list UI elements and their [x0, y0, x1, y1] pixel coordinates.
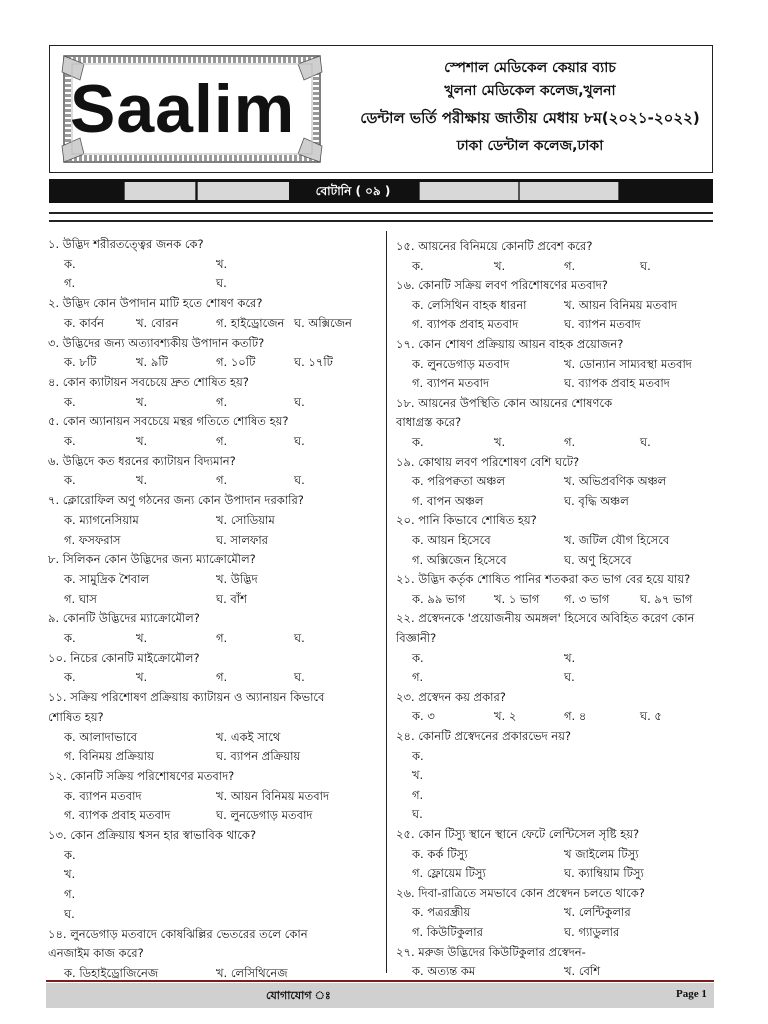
answer-option: ক. ৮টি	[64, 355, 97, 370]
question-text: ৬. উদ্ভিদে কত ধরনের ক্যাটায়ন বিদ্যমান?	[48, 453, 236, 468]
answer-option: ক. ৯৯ ভাগ	[412, 591, 466, 606]
answer-option: খ. ডোন্যান সাম্যবস্থা মতবাদ	[564, 356, 692, 371]
answer-option: গ.	[216, 434, 228, 448]
answer-option: ঘ. অক্সিজেন	[294, 315, 352, 330]
answer-option: গ. ১০টি	[216, 355, 256, 370]
answer-option: ক.	[412, 258, 424, 273]
footer-bar	[46, 983, 714, 1008]
answer-option: ক. কার্বন	[64, 315, 105, 330]
answer-option: গ.	[564, 258, 576, 273]
question-text: ১১. সক্রিয় পরিশোষণ প্রক্রিয়ায় ক্যাটায়ন ও অ্যানায়ন কিভাবে	[48, 690, 325, 705]
answer-option: ক.	[412, 435, 424, 449]
footer-line	[46, 980, 714, 982]
answer-option: গ.	[216, 473, 228, 488]
header-line-3: ডেন্টাল ভর্তি পরীক্ষায় জাতীয় মেধায় ৮ম(২০২১-২০২২)	[360, 109, 700, 127]
question-text: ৯. কোনটি উদ্ভিদের ম্যাক্রোমৌল?	[48, 611, 200, 626]
answer-option: গ. ৩ ভাগ	[564, 591, 610, 606]
question-text: ২০. পানি কিভাবে শোষিত হয়?	[396, 513, 537, 528]
answer-option: ঘ.	[294, 394, 305, 409]
answer-option: খ.	[136, 394, 148, 409]
answer-option: খ. ২	[494, 709, 517, 724]
answer-option: গ. ঘাস	[64, 591, 97, 606]
answer-option: খ.	[564, 650, 576, 665]
column-divider	[386, 231, 387, 973]
question-text: ১৫. আয়নের বিনিময়ে কোনটি প্রবেশ করে?	[396, 239, 593, 253]
answer-option: খ. লেন্টিকুলার	[564, 905, 631, 920]
divider-rule	[49, 212, 713, 214]
section-band	[49, 179, 713, 203]
answer-option: গ.	[412, 787, 424, 802]
question-text: ২৫. কোন টিস্যু স্থানে স্থানে ফেটে লেন্টিসেল সৃষ্টি হয়?	[396, 827, 640, 841]
question-text: এনজাইম কাজ করে?	[48, 946, 144, 961]
answer-option: ঘ. ব্যাপন মতবাদ	[564, 317, 641, 332]
question-text: ২১. উদ্ভিদ কর্তৃক শোষিত পানির শতকরা কত ভাগ বের হয়ে যায়?	[396, 572, 691, 587]
answer-option: খ.	[136, 631, 148, 645]
question-text: ৭. ক্লোরোফিল অণু গঠনের জন্য কোন উপাদান দরকারি?	[48, 493, 304, 508]
question-text: ২৩. প্রস্বেদন কয় প্রকার?	[396, 689, 506, 704]
answer-option: গ. ব্যাপন মতবাদ	[412, 376, 490, 391]
answer-option: ঘ.	[294, 473, 305, 488]
answer-option: গ. কিউটিকুলার	[412, 925, 483, 939]
answer-option: ঘ. ১৭টি	[294, 355, 333, 370]
answer-option: ঘ. ব্যাপক প্রবাহ মতবাদ	[564, 376, 670, 391]
answer-option: ক.	[64, 394, 76, 409]
answer-option: খ. জটিল যৌগ হিসেবে	[564, 533, 670, 547]
answer-option: ক. লুনডেগাড় মতবাদ	[412, 356, 510, 371]
question-text: ২৭. মরুজ উদ্ভিদের কিউটিকুলার প্রস্বেদন-	[396, 944, 586, 959]
answer-option: ক. সামুদ্রিক শৈবাল	[64, 571, 150, 586]
question-text: ৮. সিলিকন কোন উদ্ভিদের জন্য ম্যাক্রোমৌল?	[48, 552, 256, 567]
answer-option: ক.	[412, 650, 424, 665]
answer-option: খ.	[494, 435, 506, 449]
header-line-1: স্পেশাল মেডিকেল কেয়ার ব্যাচ	[444, 60, 616, 76]
answer-option: গ. বাপন অঞ্চল	[412, 493, 484, 508]
answer-option: খ.	[64, 867, 76, 882]
answer-option: খ. ১ ভাগ	[494, 591, 540, 606]
answer-option: ঘ. ৯৭ ভাগ	[640, 591, 693, 606]
answer-option: ক.	[64, 434, 76, 448]
answer-option: গ. ব্যাপক প্রবাহ মতবাদ	[64, 808, 171, 823]
question-text: ১০. নিচের কোনটি মাইক্রোমৌল?	[48, 650, 200, 665]
answer-option: ক. পত্ররন্ধ্রীয়	[412, 905, 471, 920]
answer-option: ঘ.	[294, 434, 305, 448]
answer-option: ঘ. বাঁশ	[216, 591, 247, 606]
answer-option: গ.	[412, 670, 424, 685]
question-text: ২. উদ্ভিদ কোন উপাদান মাটি হতে শোষণ করে?	[48, 296, 263, 311]
header-line-2: খুলনা মেডিকেল কলেজ,খুলনা	[444, 83, 616, 99]
band-segment	[519, 182, 619, 200]
answer-option: খ.	[494, 258, 506, 273]
question-text: ১৩. কোন প্রক্রিয়ায় শ্বসন হার স্বাভাবিক থাকে?	[48, 828, 257, 842]
answer-option: গ. ৪	[564, 709, 587, 724]
answer-option: খ. লেসিথিনেজ	[216, 965, 288, 980]
question-text: শোষিত হয়?	[48, 709, 104, 724]
answer-option: ঘ.	[64, 906, 75, 921]
answer-option: খ. বেশি	[564, 964, 601, 979]
logo: Saalim	[70, 71, 296, 147]
answer-option: ক. লেসিথিন বাহক ধারনা	[412, 297, 527, 312]
answer-option: ক.	[64, 847, 76, 862]
question-text: ১৮. আয়নের উপস্থিতি কোন আয়নের শোষণকে	[396, 395, 613, 410]
answer-option: ঘ.	[216, 276, 227, 291]
answer-option: খ. সোডিয়াম	[216, 512, 275, 527]
question-text: বিজ্ঞানী?	[396, 631, 437, 645]
answer-option: খ জাইলেম টিস্যু	[564, 846, 639, 861]
question-text: ৫. কোন অ্যানায়ন সবচেয়ে মন্থর গতিতে শোষিত হয়?	[48, 414, 289, 429]
question-text: ১. উদ্ভিদ শরীরতত্ত্বের জনক কে?	[48, 237, 204, 251]
question-text: ১৯. কোথায় লবণ পরিশোষণ বেশি ঘটে?	[396, 454, 580, 469]
answer-option: ঘ. ৫	[640, 709, 662, 724]
answer-option: খ. একই সাথে	[216, 729, 281, 744]
footer-contact-label: যোগাযোগ ঃ	[266, 989, 331, 1002]
question-text: ২৬. দিবা-রাত্রিতে সমভাবে কোন প্রস্বেদন চলতে থাকে?	[396, 885, 645, 900]
answer-option: ক. কর্ক টিস্যু	[412, 846, 468, 861]
answer-option: খ.	[216, 256, 228, 271]
answer-option: ঘ.	[564, 670, 575, 685]
answer-option: ঘ. বৃদ্ধি অঞ্চল	[564, 493, 629, 508]
question-text: বাধাগ্রস্ত করে?	[396, 415, 462, 430]
page-number: Page 1	[676, 988, 707, 1000]
answer-option: ঘ. ক্যাম্বিয়াম টিস্যু	[564, 866, 644, 881]
band-segment	[419, 182, 519, 200]
answer-option: গ.	[564, 435, 576, 449]
question-text: ২৪. কোনটি প্রস্বেদনের প্রকারভেদ নয়?	[396, 729, 572, 743]
header-line-4: ঢাকা ডেন্টাল কলেজ,ঢাকা	[456, 138, 604, 154]
answer-option: খ. আয়ন বিনিময় মতবাদ	[564, 297, 678, 312]
answer-option: ঘ. অণু হিসেবে	[564, 552, 632, 567]
answer-option: খ.	[412, 768, 424, 783]
answer-option: ক.	[64, 631, 76, 645]
answer-option: ক. ব্যাপন মতবাদ	[64, 788, 142, 803]
answer-option: ঘ.	[294, 631, 305, 645]
answer-option: ক. অত্যন্ত কম	[412, 964, 476, 979]
section-title: বোটানি ( ০৯ )	[289, 182, 417, 200]
answer-option: গ.	[216, 631, 228, 645]
answer-option: খ. আয়ন বিনিময় মতবাদ	[216, 788, 330, 803]
answer-option: খ. অভিপ্রবণিক অঞ্চল	[564, 474, 667, 489]
question-text: ৪. কোন ক্যাটায়ন সবচেয়ে দ্রুত শোষিত হয়?	[48, 374, 249, 389]
answer-option: ঘ.	[412, 807, 423, 822]
answer-option: গ. হাইড্রোজেন	[216, 315, 285, 330]
answer-option: ক. আয়ন হিসেবে	[412, 533, 491, 547]
answer-option: ক. পরিপক্বতা অঞ্চল	[412, 474, 506, 489]
answer-option: খ. উদ্ভিদ	[216, 571, 258, 586]
answer-option: ঘ. সালফার	[216, 532, 268, 547]
band-segment	[197, 182, 291, 200]
question-text: ২২. প্রস্বেদনকে 'প্রয়োজনীয় অমঙ্গল' হিসেবে অবিহিত করেণ কোন	[396, 611, 695, 626]
answer-option: ক.	[412, 748, 424, 763]
answer-option: খ.	[136, 670, 148, 685]
answer-option: ঘ.	[640, 435, 651, 449]
answer-option: ক. আলাদাভাবে	[64, 729, 137, 744]
band-segment	[124, 182, 196, 200]
answer-option: ঘ. ব্যাপন প্রক্রিয়ায়	[216, 749, 301, 764]
answer-option: খ. ৯টি	[136, 355, 168, 370]
answer-option: খ. বোরন	[136, 315, 179, 330]
answer-option: ঘ.	[294, 670, 305, 685]
answer-option: ক. ম্যাগনেসিয়াম	[64, 512, 139, 527]
answer-option: ক.	[64, 256, 76, 271]
answer-option: ঘ. গ্যাডুলার	[564, 925, 620, 939]
answer-option: গ.	[64, 887, 76, 902]
question-text: ১৭. কোন শোষণ প্রক্রিয়ায় আয়ন বাহক প্রয়োজন?	[396, 337, 624, 351]
answer-option: ক. ৩	[412, 709, 435, 724]
divider-rule	[49, 220, 713, 222]
question-text: ১৪. লুনডেগাড় মতবাদে কোষঝিল্লির ভেতরের তলে কোন	[48, 926, 308, 941]
answer-option: গ.	[216, 394, 228, 409]
answer-option: ক.	[64, 670, 76, 685]
answer-option: খ.	[136, 473, 148, 488]
header-box	[49, 45, 713, 173]
answer-option: ক. ডিহাইড্রোজিনেজ	[64, 965, 159, 980]
answer-option: গ.	[216, 670, 228, 685]
answer-option: গ. ফ্লোয়েম টিস্যু	[412, 866, 486, 881]
answer-option: গ. ফসফরাস	[64, 532, 121, 547]
answer-option: ক.	[64, 473, 76, 488]
question-text: ৩. উদ্ভিদের জন্য অত্যাবশ্যকীয় উপাদান কতটি?	[48, 335, 265, 350]
answer-option: ঘ. লুনডেগাড় মতবাদ	[216, 808, 313, 823]
question-text: ১৬. কোনটি সক্রিয় লবণ পরিশোষণের মতবাদ?	[396, 278, 608, 293]
answer-option: গ. অক্সিজেন হিসেবে	[412, 552, 507, 567]
answer-option: গ.	[64, 276, 76, 291]
answer-option: ঘ.	[640, 258, 651, 273]
answer-option: খ.	[136, 434, 148, 448]
answer-option: গ. ব্যাপক প্রবাহ মতবাদ	[412, 317, 519, 332]
question-text: ১২. কোনটি সক্রিয় পরিশোষণের মতবাদ?	[48, 768, 235, 783]
answer-option: গ. বিনিময় প্রক্রিয়ায়	[64, 749, 154, 764]
